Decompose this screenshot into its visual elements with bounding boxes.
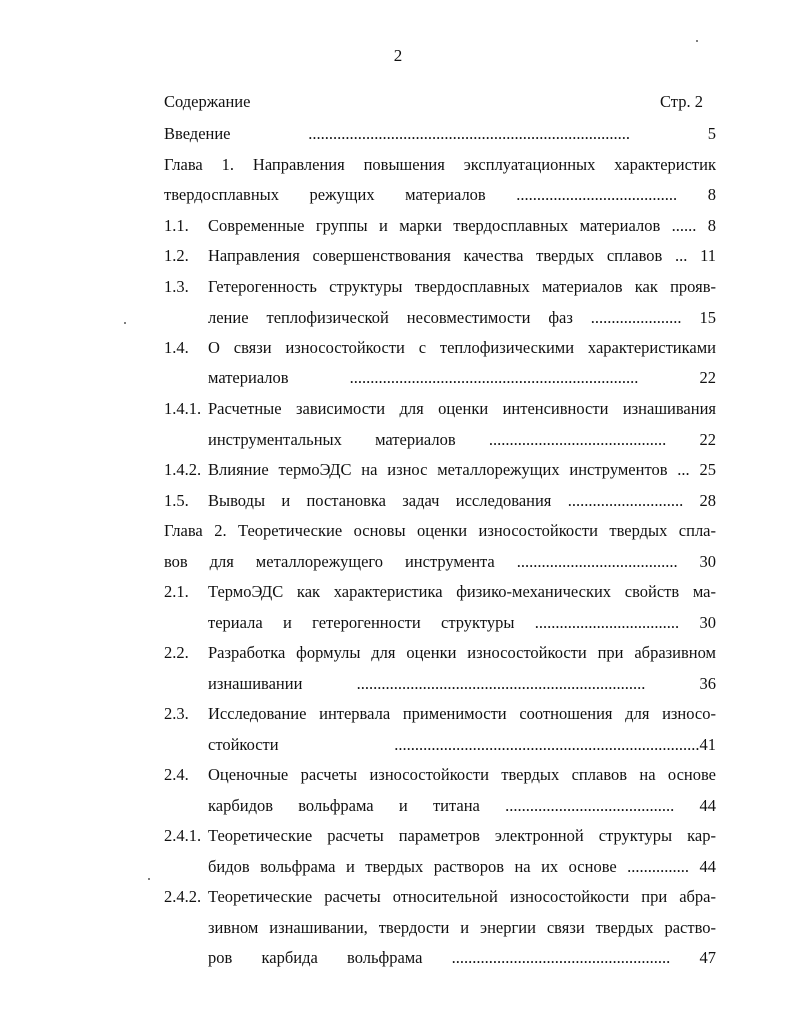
- toc-entry-text: карбидов вольфрама и титана ......................................... 44: [208, 796, 716, 815]
- page-number: 2: [393, 46, 403, 65]
- toc-entry-number: 1.1.: [164, 216, 189, 235]
- toc-title: Содержание: [164, 92, 251, 111]
- toc-entry-number: 1.2.: [164, 246, 189, 265]
- toc-entry-text: твердосплавных режущих материалов ....................................... 8: [164, 185, 716, 204]
- toc-entry-text: Глава 1. Направления повышения эксплуатационных характеристик: [164, 155, 716, 174]
- toc-entry-number: 2.4.: [164, 765, 189, 784]
- toc-entry-text: Разработка формулы для оценки износостойкости при абразивном: [208, 643, 716, 662]
- toc-entry-text: инструментальных материалов ........................................... 22: [208, 430, 716, 449]
- toc-entry-text: Введение .............................................................................. 5: [164, 124, 716, 143]
- toc-entry-number: 2.4.2.: [164, 887, 202, 906]
- scan-speck: [148, 878, 150, 880]
- toc-entry-text: материалов ...................................................................... 22: [208, 368, 716, 387]
- toc-entry-text: Выводы и постановка задач исследования ............................ 28: [208, 491, 716, 510]
- toc-entry-text: стойкости ..........................................................................41: [208, 735, 716, 754]
- toc-entry-text: О связи износостойкости с теплофизическими характеристиками: [208, 338, 716, 357]
- toc-entry-text: ров карбида вольфрама ..................................................... 47: [208, 948, 716, 967]
- toc-entry-text: Современные группы и марки твердосплавных материалов ...... 8: [208, 216, 716, 235]
- toc-page-label: Стр. 2: [660, 92, 703, 111]
- scan-speck: [124, 322, 126, 324]
- toc-entry-number: 2.2.: [164, 643, 189, 662]
- toc-entry-number: 2.1.: [164, 582, 189, 601]
- toc-entry-number: 1.4.: [164, 338, 189, 357]
- toc-entry-text: Глава 2. Теоретические основы оценки износостойкости твердых спла-: [164, 521, 716, 540]
- toc-entry-number: 1.4.1.: [164, 399, 202, 418]
- toc-entry-text: вов для металлорежущего инструмента ....................................... 30: [164, 552, 716, 571]
- toc-entry-text: Направления совершенствования качества твердых сплавов ... 11: [208, 246, 716, 265]
- toc-entry-text: Теоретические расчеты параметров электронной структуры кар-: [208, 826, 716, 845]
- toc-entry-text: Исследование интервала применимости соотношения для износо-: [208, 704, 716, 723]
- toc-entry-text: Влияние термоЭДС на износ металлорежущих инструментов ... 25: [208, 460, 716, 479]
- toc-entry-text: бидов вольфрама и твердых растворов на их основе ............... 44: [208, 857, 716, 876]
- toc-entry-text: ление теплофизической несовместимости фаз ...................... 15: [208, 308, 716, 327]
- scan-speck: [696, 40, 698, 42]
- toc-entry-text: изнашивании ...................................................................... 36: [208, 674, 716, 693]
- toc-entry-text: териала и гетерогенности структуры ................................... 30: [208, 613, 716, 632]
- toc-entry-number: 1.5.: [164, 491, 189, 510]
- toc-entry-number: 1.4.2.: [164, 460, 202, 479]
- toc-entry-number: 1.3.: [164, 277, 189, 296]
- toc-entry-text: Теоретические расчеты относительной износостойкости при абра-: [208, 887, 716, 906]
- toc-entry-text: Гетерогенность структуры твердосплавных материалов как прояв-: [208, 277, 716, 296]
- toc-entry-text: ТермоЭДС как характеристика физико-механических свойств ма-: [208, 582, 716, 601]
- toc-entry-text: зивном изнашивании, твердости и энергии связи твердых раство-: [208, 918, 716, 937]
- toc-entry-number: 2.4.1.: [164, 826, 202, 845]
- toc-entry-number: 2.3.: [164, 704, 189, 723]
- toc-entry-text: Оценочные расчеты износостойкости твердых сплавов на основе: [208, 765, 716, 784]
- toc-entry-text: Расчетные зависимости для оценки интенсивности изнашивания: [208, 399, 716, 418]
